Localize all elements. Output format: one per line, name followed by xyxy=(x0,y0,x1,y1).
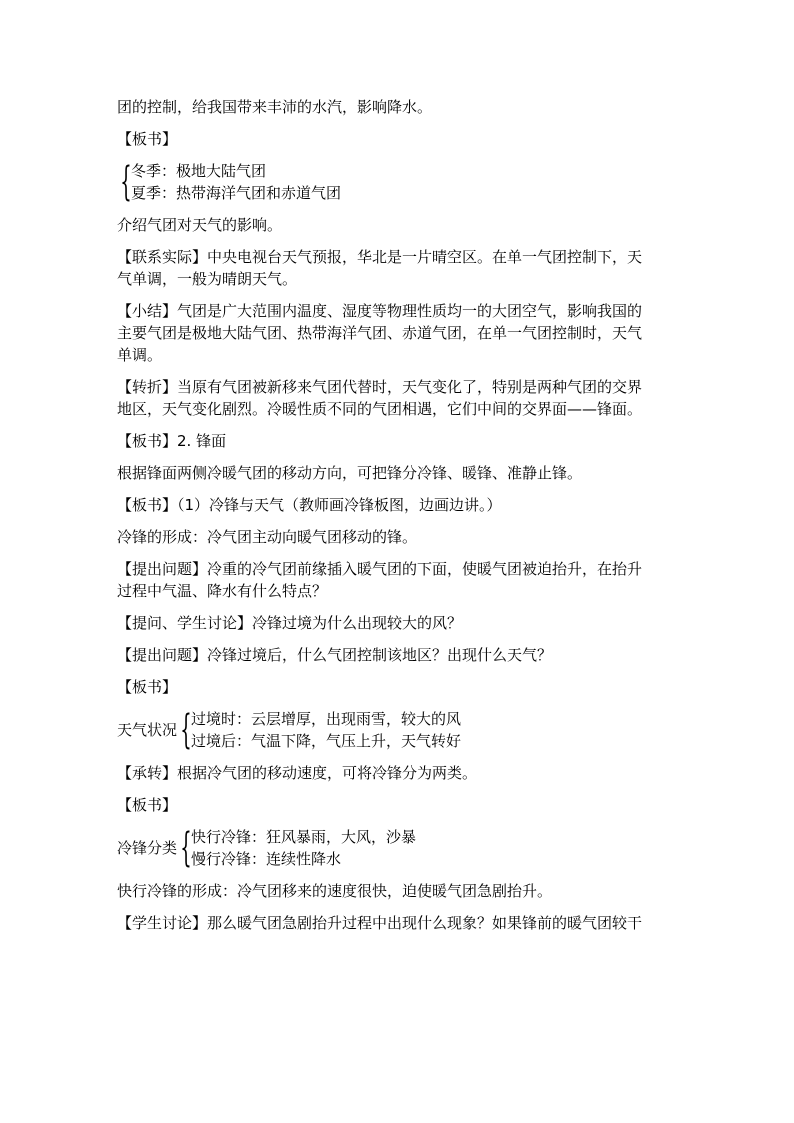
brace-item: 快行冷锋：狂风暴雨，大风，沙暴 xyxy=(191,828,417,846)
paragraph: 【提出问题】冷重的冷气团前缘插入暖气团的下面，使暖气团被迫抬升，在抬升 xyxy=(117,560,643,578)
paragraph: 【小结】气团是广大范围内温度、湿度等物理性质均一的大团空气，影响我国的 xyxy=(117,302,643,320)
brace-item: 过境时：云层增厚，出现雨雪，较大的风 xyxy=(191,710,462,728)
board-heading: 【板书】 xyxy=(117,678,178,696)
board-heading: 【板书】（1）冷锋与天气（教师画冷锋板图，边画边讲。） xyxy=(117,496,502,514)
brace-list-weather xyxy=(117,708,677,752)
paragraph: 【转折】当原有气团被新移来气团代替时，天气变化了，特别是两种气团的交界 xyxy=(117,378,643,396)
paragraph: 团的控制，给我国带来丰沛的水汽，影响降水。 xyxy=(117,98,433,116)
brace-symbol: { xyxy=(180,825,192,871)
brace-list-air-masses xyxy=(117,160,677,204)
brace-item: 冬季：极地大陆气团 xyxy=(131,162,267,180)
paragraph: 【提问、学生讨论】冷锋过境为什么出现较大的风？ xyxy=(117,614,463,632)
brace-label: 冷锋分类 xyxy=(117,839,178,857)
brace-item: 过境后：气温下降，气压上升，天气转好 xyxy=(191,732,462,750)
paragraph: 介绍气团对天气的影响。 xyxy=(117,216,283,234)
paragraph: 冷锋的形成：冷气团主动向暖气团移动的锋。 xyxy=(117,528,418,546)
brace-item: 慢行冷锋：连续性降水 xyxy=(191,850,342,868)
brace-label: 天气状况 xyxy=(117,721,178,739)
paragraph: 【承转】根据冷气团的移动速度，可将冷锋分为两类。 xyxy=(117,764,478,782)
brace-item: 夏季：热带海洋气团和赤道气团 xyxy=(131,184,342,202)
brace-list-cold-front-types xyxy=(117,826,677,870)
paragraph: 过程中气温、降水有什么特点？ xyxy=(117,582,328,600)
paragraph: 主要气团是极地大陆气团、热带海洋气团、赤道气团，在单一气团控制时，天气 xyxy=(117,324,643,342)
paragraph: 【联系实际】中央电视台天气预报，华北是一片晴空区。在单一气团控制下，天 xyxy=(117,248,643,266)
brace-symbol: { xyxy=(180,707,192,753)
paragraph: 快行冷锋的形成：冷气团移来的速度很快，迫使暖气团急剧抬升。 xyxy=(117,882,553,900)
document-page xyxy=(117,96,677,944)
paragraph: 【提出问题】冷锋过境后，什么气团控制该地区？出现什么天气？ xyxy=(117,646,553,664)
board-heading: 【板书】 xyxy=(117,796,178,814)
paragraph: 根据锋面两侧冷暖气团的移动方向，可把锋分冷锋、暖锋、准静止锋。 xyxy=(117,464,583,482)
paragraph: 气单调，一般为晴朗天气。 xyxy=(117,270,298,288)
brace-symbol: { xyxy=(120,159,132,205)
board-heading: 【板书】 xyxy=(117,130,178,148)
paragraph: 【学生讨论】那么暖气团急剧抬升过程中出现什么现象？如果锋前的暖气团较干 xyxy=(117,914,643,932)
paragraph: 单调。 xyxy=(117,346,163,364)
board-heading: 【板书】2. 锋面 xyxy=(117,432,227,450)
paragraph: 地区，天气变化剧烈。冷暖性质不同的气团相遇，它们中间的交界面——锋面。 xyxy=(117,400,643,418)
